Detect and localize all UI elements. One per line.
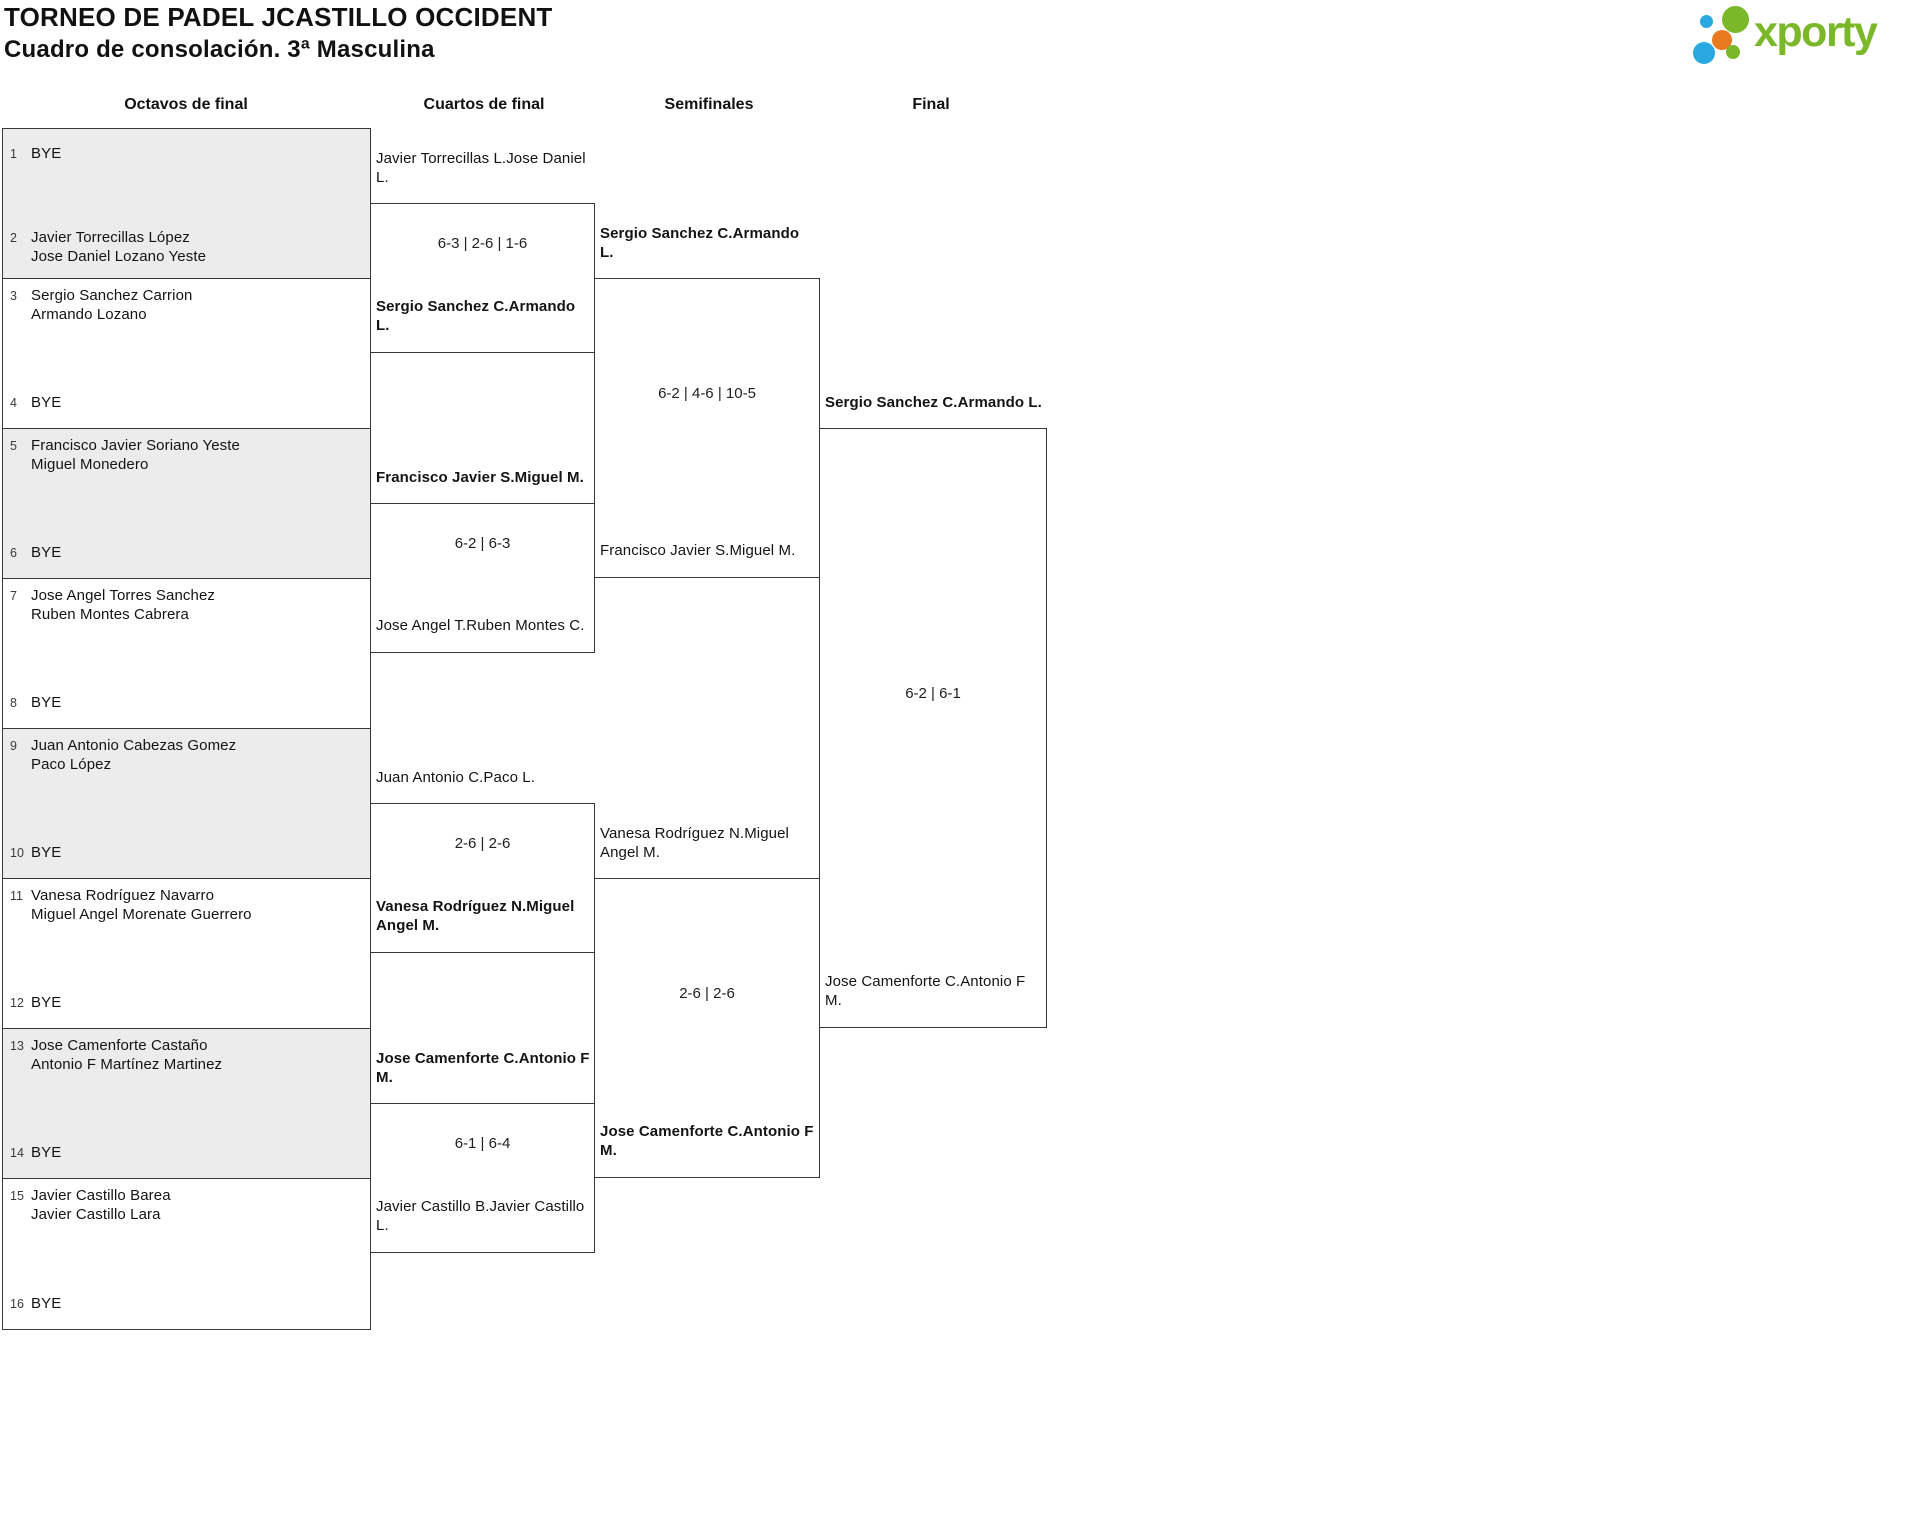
round-of-16-column — [2, 128, 371, 1330]
team-label: Javier Castillo B.Javier Castillo L. — [376, 1198, 585, 1234]
seed-number: 2 — [10, 231, 17, 245]
slot-13[interactable]: 13 Jose Camenforte Castaño Antonio F Martínez Martinez — [10, 1037, 223, 1073]
seed-number: 13 — [10, 1039, 24, 1053]
match-score: 6-2 | 4-6 | 10-5 — [658, 385, 756, 402]
logo-dot-green-small-icon — [1726, 45, 1740, 59]
round-header-final: Final — [912, 96, 950, 113]
slot-6: 6 BYE — [10, 544, 62, 561]
team-label: Javier Torrecillas L.Jose Daniel L. — [376, 150, 586, 186]
match-box-quarterfinal-4[interactable] — [370, 1050, 595, 1253]
seed-number: 15 — [10, 1189, 24, 1203]
round-header-octavos: Octavos de final — [124, 96, 248, 113]
seed-number: 3 — [10, 289, 17, 303]
match-score: 6-2 | 6-3 — [454, 535, 511, 552]
r16-match-6 — [3, 879, 370, 1029]
page-title: TORNEO DE PADEL JCASTILLO OCCIDENT — [4, 2, 553, 32]
slot-1: 1 BYE — [10, 145, 62, 162]
match-box-semifinal-2[interactable] — [594, 825, 820, 1178]
xporty-logo[interactable] — [1690, 0, 1918, 78]
seed-number: 9 — [10, 739, 17, 753]
seed-number: 8 — [10, 696, 17, 710]
team-label: Jose Camenforte C.Antonio F M. — [600, 1123, 814, 1159]
r16-match-7 — [3, 1029, 370, 1179]
match-box-semifinal-1[interactable] — [594, 225, 820, 578]
r16-match-3 — [3, 429, 370, 579]
seed-number: 4 — [10, 396, 17, 410]
logo-wordmark: xporty — [1754, 8, 1877, 56]
slot-12: 12 BYE — [10, 994, 62, 1011]
seed-number: 5 — [10, 439, 17, 453]
slot-5[interactable]: 5 Francisco Javier Soriano Yeste Miguel Monedero — [10, 437, 240, 473]
round-header-cuartos: Cuartos de final — [423, 96, 545, 113]
slot-11[interactable]: 11 Vanesa Rodríguez Navarro Miguel Angel Morenate Guerrero — [10, 887, 252, 923]
match-score: 6-1 | 6-4 — [454, 1135, 511, 1152]
r16-match-5 — [3, 729, 370, 879]
seed-number: 12 — [10, 996, 24, 1010]
slot-8: 8 BYE — [10, 694, 62, 711]
team-label: Francisco Javier S.Miguel M. — [376, 469, 584, 486]
logo-dot-green-large-icon — [1722, 6, 1749, 33]
seed-number: 10 — [10, 846, 24, 860]
match-score: 6-3 | 2-6 | 1-6 — [437, 235, 528, 252]
team-label: Vanesa Rodríguez N.Miguel Angel M. — [376, 898, 575, 934]
team-label: Sergio Sanchez C.Armando L. — [600, 225, 800, 261]
logo-dot-blue-large-icon — [1693, 42, 1715, 64]
slot-2[interactable]: 2 Javier Torrecillas López Jose Daniel Lozano Yeste — [10, 229, 207, 265]
slot-14: 14 BYE — [10, 1144, 62, 1161]
seed-number: 1 — [10, 147, 17, 161]
slot-15[interactable]: 15 Javier Castillo Barea Javier Castillo Lara — [10, 1187, 171, 1223]
match-box-quarterfinal-1[interactable] — [370, 150, 595, 353]
team-label: Jose Camenforte C.Antonio F M. — [376, 1050, 590, 1086]
match-box-final[interactable] — [819, 394, 1047, 1028]
seed-number: 7 — [10, 589, 17, 603]
slot-3[interactable]: 3 Sergio Sanchez Carrion Armando Lozano — [10, 287, 193, 323]
slot-9[interactable]: 9 Juan Antonio Cabezas Gomez Paco López — [10, 737, 237, 773]
seed-number: 11 — [10, 889, 23, 903]
seed-number: 16 — [10, 1297, 24, 1311]
slot-16: 16 BYE — [10, 1295, 62, 1312]
team-label: Vanesa Rodríguez N.Miguel Angel M. — [600, 825, 789, 861]
page-subtitle: Cuadro de consolación. 3ª Masculina — [4, 36, 435, 63]
r16-match-4 — [3, 579, 370, 729]
slot-7[interactable]: 7 Jose Angel Torres Sanchez Ruben Montes Cabrera — [10, 587, 216, 623]
match-score: 2-6 | 2-6 — [679, 985, 735, 1002]
slot-10: 10 BYE — [10, 844, 62, 861]
match-score: 6-2 | 6-1 — [905, 685, 961, 702]
seed-number: 6 — [10, 546, 17, 560]
team-label: Sergio Sanchez C.Armando L. — [825, 394, 1042, 411]
seed-number: 14 — [10, 1146, 24, 1160]
match-box-quarterfinal-3[interactable] — [370, 769, 595, 953]
logo-dot-blue-small-icon — [1700, 15, 1713, 28]
round-header-semifinales: Semifinales — [664, 96, 754, 113]
slot-4: 4 BYE — [10, 394, 62, 411]
team-label: Jose Angel T.Ruben Montes C. — [376, 617, 585, 634]
match-box-quarterfinal-2[interactable] — [370, 469, 595, 653]
team-label: Jose Camenforte C.Antonio F M. — [825, 973, 1026, 1009]
team-label: Francisco Javier S.Miguel M. — [600, 542, 796, 559]
r16-match-1 — [3, 129, 370, 279]
team-label: Sergio Sanchez C.Armando L. — [376, 298, 576, 334]
team-label: Juan Antonio C.Paco L. — [376, 769, 535, 786]
match-score: 2-6 | 2-6 — [454, 835, 511, 852]
r16-match-2 — [3, 279, 370, 429]
r16-match-8 — [3, 1179, 370, 1329]
